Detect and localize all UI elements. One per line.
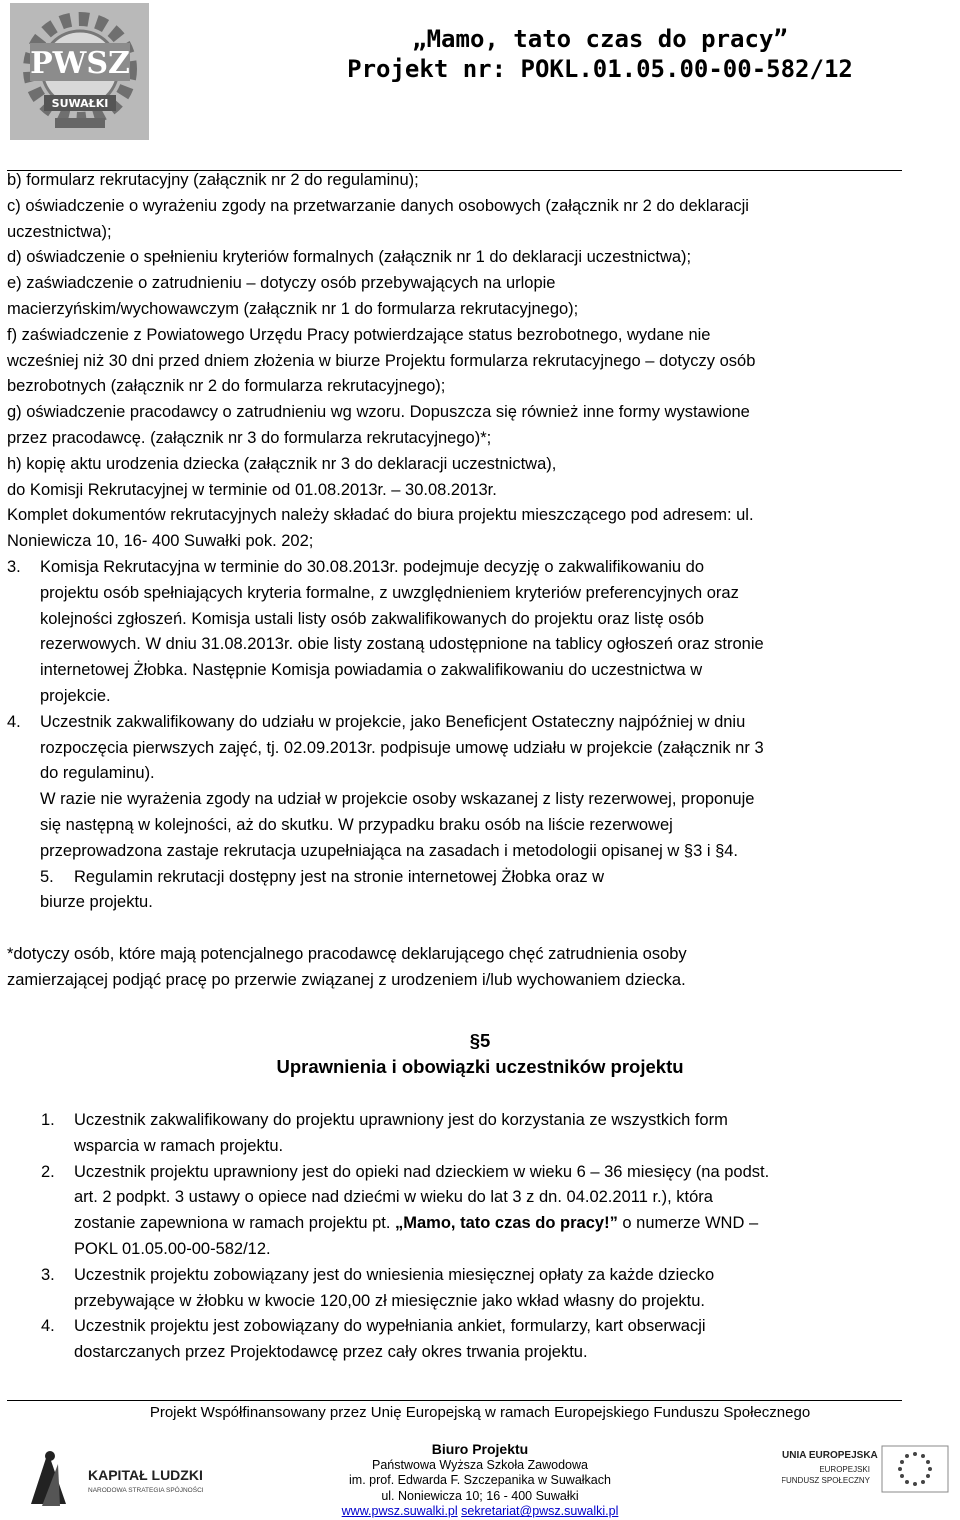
list-item-cont: wsparcia w ramach projektu. <box>74 1136 284 1155</box>
section-5-list <box>7 1108 907 1366</box>
eu-subtitle-1: EUROPEJSKI <box>819 1465 870 1474</box>
item-4-line: rozpoczęcia pierwszych zajęć, tj. 02.09.2013r. podpisuje umowę udziału w projekcie (załącznik nr 3 <box>40 738 764 757</box>
footnote-line: zamierzającej podjąć pracę po przerwie związanej z urodzeniem i/lub wychowaniem dziecka. <box>7 970 686 989</box>
item-3-line: projektu osób spełniających kryteria formalne, z uwzględnieniem kryteriów preferencyjnych oraz <box>40 583 739 602</box>
section-number: §5 <box>469 1030 491 1051</box>
school-name: Państwowa Wyższa Szkoła Zawodowa <box>372 1457 588 1472</box>
item-4-line: przeprowadzona zastaje rekrutacja uzupełniająca na zasadach i metodologii opisanej w §3 i §4. <box>40 841 739 860</box>
item-4-line: W razie nie wyrażenia zgody na udział w projekcie osoby wskazanej z listy rezerwowej, proponuje <box>40 790 755 809</box>
list-item: 3. Uczestnik projektu zobowiązany jest do wniesienia miesięcznej opłaty za każde dziecko <box>41 1265 715 1284</box>
body-line: Noniewicza 10, 16- 400 Suwałki pok. 202; <box>7 532 314 551</box>
kl-subtitle: NARODOWA STRATEGIA SPÓJNOŚCI <box>88 1487 204 1494</box>
item-3-line: projekcie. <box>40 686 111 705</box>
item-4-line: 4. Uczestnik zakwalifikowany do udziału w projekcie, jako Beneficjent Ostateczny najpóźniej w dniu <box>7 710 907 736</box>
body-line: d) oświadczenie o spełnieniu kryteriów formalnych (załącznik nr 1 do deklaracji uczestnictwa); <box>7 248 692 267</box>
office-address: ul. Noniewicza 10; 16 - 400 Suwałki <box>381 1488 579 1503</box>
item-3-line: internetowej Żłobka. Następnie Komisja powiadamia o zakwalifikowaniu do uczestnictwa w <box>40 661 703 680</box>
footnote-line: *dotyczy osób, które mają potencjalnego pracodawcę deklarującego chęć zatrudnienia osoby <box>7 944 687 963</box>
body-line: e) zaświadczenie o zatrudnieniu – dotyczy osób przebywających na urlopie <box>7 274 556 293</box>
body-line: c) oświadczenie o wyrażeniu zgody na przetwarzanie danych osobowych (załącznik nr 2 do deklaracji <box>7 196 749 215</box>
eu-efs-logo <box>782 1440 954 1514</box>
list-item-cont: zostanie zapewniona w ramach projektu pt. „Mamo, tato czas do pracy!” o numerze WND – <box>74 1214 759 1233</box>
eu-title: UNIA EUROPEJSKA <box>782 1450 878 1461</box>
body-line: b) formularz rekrutacyjny (załącznik nr 2 do regulaminu); <box>7 171 419 189</box>
logo-text: PWSZ <box>30 46 130 81</box>
body-line: przez pracodawcę. (załącznik nr 3 do formularza rekrutacyjnego)*; <box>7 428 492 447</box>
list-item-cont: art. 2 podpkt. 3 ustawy o opiece nad dziećmi w wieku do lat 3 z dn. 04.02.2011 r.), która <box>74 1188 713 1207</box>
document-list-b-to-h <box>7 168 907 555</box>
cofinance-note: Projekt Współfinansowany przez Unię Europejską w ramach Europejskiego Funduszu Społecznego <box>149 1404 811 1421</box>
body-line: do Komisji Rekrutacyjnej w terminie od 01.08.2013r. – 30.08.2013r. <box>7 480 497 499</box>
body-line: macierzyńskim/wychowawczym (załącznik nr 1 do formularza rekrutacyjnego); <box>7 299 579 318</box>
item-4-line: do regulaminu). <box>40 764 155 783</box>
footer-divider <box>7 1400 902 1401</box>
body-line: wcześniej niż 30 dni przed dniem złożenia w biurze Projektu formularza rekrutacyjnego – dotyczy osób <box>7 351 756 370</box>
item-5-line: biurze projektu. <box>40 893 153 912</box>
item-3-line: kolejności zgłoszeń. Komisja ustali listy osób zakwalifikowanych do projektu oraz listę osób <box>40 609 704 628</box>
email-link[interactable]: sekretariat@pwsz.suwalki.pl <box>461 1504 619 1519</box>
item-4-line: się następną w kolejności, aż do skutku. W przypadku braku osób na liście rezerwowej <box>40 815 673 834</box>
pwsz-logo <box>10 3 149 140</box>
project-number: Projekt nr: POKL.01.05.00-00-582/12 <box>347 55 853 83</box>
section-title: Uprawnienia i obowiązki uczestników projektu <box>276 1056 684 1077</box>
document-body <box>7 168 907 994</box>
project-title: „Mamo, tato czas do pracy” <box>412 25 788 53</box>
logo-subtext: SUWAŁKI <box>51 97 109 110</box>
eu-subtitle-2: FUNDUSZ SPOŁECZNY <box>782 1476 870 1485</box>
website-link[interactable]: www.pwsz.suwalki.pl <box>341 1504 458 1519</box>
body-line: f) zaświadczenie z Powiatowego Urzędu Pracy potwierdzające status bezrobotnego, wydane nie <box>7 325 711 344</box>
school-patron: im. prof. Edwarda F. Szczepanika w Suwałkach <box>349 1473 611 1488</box>
item-number: 4. <box>7 712 21 731</box>
list-item: 2. Uczestnik projektu uprawniony jest do opieki nad dzieckiem w wieku 6 – 36 miesięcy (na podst. <box>41 1162 770 1181</box>
item-number: 5. <box>40 867 54 886</box>
kl-title: KAPITAŁ LUDZKI <box>88 1467 203 1483</box>
list-item-cont: przebywające w żłobku w kwocie 120,00 zł miesięcznie jako wkład własny do projektu. <box>74 1291 705 1310</box>
item-3-line: 3. Komisja Rekrutacyjna w terminie do 30.08.2013r. podejmuje decyzję o zakwalifikowaniu do <box>7 555 907 581</box>
office-title: Biuro Projektu <box>431 1441 529 1457</box>
item-5-line: 5. Regulamin rekrutacji dostępny jest na stronie internetowej Żłobka oraz w <box>7 865 907 891</box>
item-number: 3. <box>7 557 21 576</box>
body-line: g) oświadczenie pracodawcy o zatrudnieniu wg wzoru. Dopuszcza się również inne formy wystawione <box>7 403 750 422</box>
list-item: 4. Uczestnik projektu jest zobowiązany do wypełniania ankiet, formularzy, kart obserwacji <box>41 1317 706 1336</box>
project-office-info <box>320 1442 640 1520</box>
list-item-cont: POKL 01.05.00-00-582/12. <box>74 1239 271 1258</box>
body-line: Komplet dokumentów rekrutacyjnych należy składać do biura projektu mieszczącego pod adresem: ul. <box>7 506 754 525</box>
body-line: uczestnictwa); <box>7 222 112 241</box>
list-item: 1. Uczestnik zakwalifikowany do projektu uprawniony jest do korzystania ze wszystkich form <box>41 1111 728 1129</box>
list-item-cont: dostarczanych przez Projektodawcę przez cały okres trwania projektu. <box>74 1343 588 1362</box>
kapital-ludzki-logo <box>26 1444 216 1514</box>
body-line: bezrobotnych (załącznik nr 2 do formularza rekrutacyjnego); <box>7 377 446 396</box>
item-3-line: rezerwowych. W dniu 31.08.2013r. obie listy zostaną udostępnione na tablicy ogłoszeń oraz stronie <box>40 635 764 654</box>
body-line: h) kopię aktu urodzenia dziecka (załącznik nr 3 do deklaracji uczestnictwa), <box>7 454 557 473</box>
